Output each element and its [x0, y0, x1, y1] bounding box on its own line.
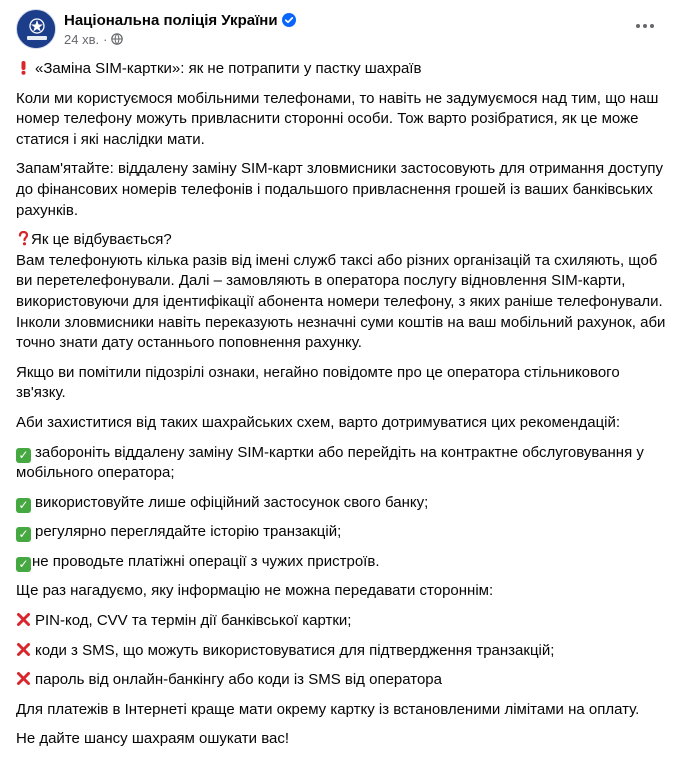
more-options-icon[interactable] — [629, 14, 661, 38]
check-mark-icon: ✓ — [16, 557, 31, 572]
verified-badge-icon — [282, 13, 296, 27]
check-mark-icon: ✓ — [16, 498, 31, 513]
paragraph-recommendations-intro: Аби захиститися від таких шахрайських схем, варто дотримуватися цих рекомендацій: — [16, 413, 621, 431]
post-title-line — [16, 59, 666, 80]
paragraph-how — [16, 230, 666, 354]
recommendation-text: регулярно переглядайте історію транзакцій; — [35, 523, 342, 541]
check-mark-icon: ✓ — [16, 448, 31, 463]
post-header — [16, 9, 296, 49]
check-mark-icon: ✓ — [16, 527, 31, 542]
paragraph-remember: Запам'ятайте: віддалену заміну SIM-карт зловмисники застосовують для отримання доступу до фінансових номерів телефонів і подальшого привласнення грошей із ваших банківських рахунків. — [16, 160, 664, 219]
paragraph-closing: Не дайте шансу шахраям ошукати вас! — [16, 730, 290, 748]
how-question: Як це відбувається? — [31, 231, 172, 249]
exclamation-icon — [16, 60, 31, 75]
cross-mark-icon — [16, 671, 31, 686]
list-item — [16, 611, 666, 632]
list-item — [16, 443, 666, 484]
do-not-share-text: PIN-код, CVV та термін дії банківської картки; — [35, 612, 352, 630]
post-body — [16, 59, 666, 759]
post-title: «Заміна SIM-картки»: як не потрапити у пастку шахраїв — [35, 60, 422, 77]
cross-mark-icon — [16, 642, 31, 657]
recommendation-text: використовуйте лише офіційний застосунок свого банку; — [35, 493, 429, 511]
do-not-share-text: коди з SMS, що можуть використовуватися для підтвердження транзакцій; — [35, 641, 555, 659]
recommendation-text: забороніть віддалену заміну SIM-картки або перейдіть на контрактне обслуговування у мобільного оператора; — [16, 443, 644, 482]
cross-mark-icon — [16, 612, 31, 627]
list-item — [16, 552, 666, 573]
paragraph-reminder: Ще раз нагадуємо, яку інформацію не можна передавати стороннім: — [16, 582, 494, 600]
globe-icon[interactable] — [111, 33, 123, 45]
list-item — [16, 641, 666, 662]
page-name-link[interactable]: Національна поліція України — [64, 11, 278, 29]
post-meta — [64, 12, 296, 47]
list-item — [16, 670, 666, 691]
recommendation-text: не проводьте платіжні операції з чужих пристроїв. — [32, 552, 380, 570]
paragraph-notify: Якщо ви помітили підозрілі ознаки, негайно повідомте про це оператора стільникового зв'язку. — [16, 363, 620, 402]
list-item — [16, 493, 666, 514]
list-item — [16, 522, 666, 543]
paragraph-internet-card: Для платежів в Інтернеті краще мати окрему картку із встановленими лімітами на оплату. — [16, 700, 640, 718]
question-icon — [16, 231, 31, 246]
paragraph-intro: Коли ми користуємося мобільними телефонами, то навіть не задумуємося над тим, що наш номер телефону можуть привласнити сторонні особи. Тож варто розібратися, як це може статися і які наслідки мати. — [16, 89, 659, 148]
how-text: Вам телефонують кілька разів від імені служб таксі або різних організацій та схиляють, щоб ви перетелефонували. Далі – замовляють в оператора послугу відновлення SIM-карти, використовуючи для ідентифікації абонента номери телефону, з яких раніше телефонували. Інколи зловмисники навіть переказують незначні суми коштів на ваш мобільний рахунок, аби точно знати дату останнього поповнення рахунку. — [16, 251, 666, 352]
post-timestamp[interactable]: 24 хв. — [64, 31, 100, 47]
police-emblem-icon[interactable] — [16, 9, 56, 49]
do-not-share-text: пароль від онлайн-банкінгу або коди із SMS від оператора — [35, 671, 442, 689]
meta-separator: · — [103, 31, 108, 47]
